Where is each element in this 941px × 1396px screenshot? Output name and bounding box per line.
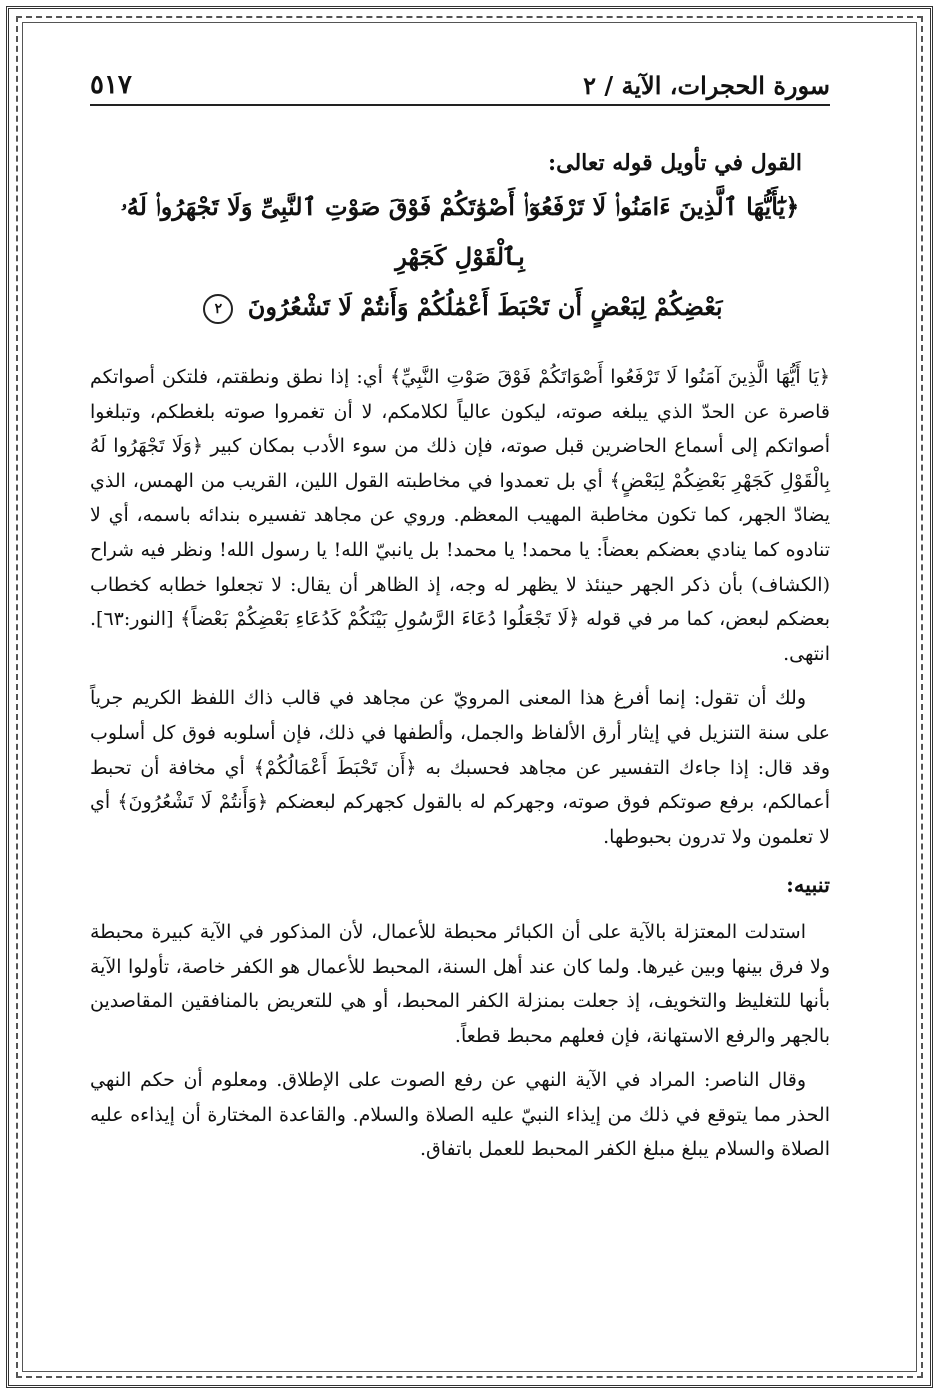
tanbih-paragraph: استدلت المعتزلة بالآية على أن الكبائر محبطة للأعمال، لأن المذكور في الآية كبيرة محبطة ولا فرق بينها وبين غيرها. ولما كان عند أهل السنة، المحبط للأعمال هو الكفر خاصة، تأولوا الآية بأنها للتغليظ والتخويف، إذ جعلت بمنزلة الكفر المحبط، أو هي للتعريض بالمنافقين المقاصدين بالجهر والرفع الاستهانة، فإن فعلهم محبط قطعاً. [90,920,830,1047]
verse-line-2 [100,282,820,332]
tanbih-paragraph: وقال الناصر: المراد في الآية النهي عن رفع الصوت على الإطلاق. ومعلوم أن حكم النهي الحذر مما يتوقع في ذلك من إيذاء النبيّ عليه الصلاة والسلام. والقاعدة المختارة أن إيذاءه عليه الصلاة والسلام يبلغ مبلغ الكفر المحبط للعمل باتفاق. [90,1069,830,1161]
commentary-paragraph: ولك أن تقول: إنما أفرغ هذا المعنى المرويّ عن مجاهد في قالب ذاك اللفظ الكريم جرياً على سنة التنزيل في إيثار أرق الألفاظ والجمل، وألطفها في ذلك، فإن أسلوبه فوق كل أسلوب وقد قال: إذا جاءك التفسير عن مجاهد فحسبك به ﴿أَن تَحْبَطَ أَعْمَالُكُمْ﴾ أي مخافة أن تحبط أعمالكم، برفع صوتكم فوق صوته، وجهركم له بالقول كجهركم لبعضكم ﴿وَأَنتُمْ لَا تَشْعُرُونَ﴾ أي لا تعلمون ولا تدرون بحبوطها. [90,687,830,848]
commentary [90,360,830,1167]
verse-line-1: ﴿يَٰٓأَيُّهَا ٱلَّذِينَ ءَامَنُوا۟ لَا تَرْفَعُوٓا۟ أَصْوَٰتَكُمْ فَوْقَ صَوْتِ ٱلنَّبِىِّ وَلَا تَجْهَرُوا۟ لَهُۥ بِٱلْقَوْلِ كَجَهْرِ [120,192,800,271]
commentary-paragraph: ﴿يَا أَيُّهَا الَّذِينَ آمَنُوا لَا تَرْفَعُوا أَصْوَاتَكُمْ فَوْقَ صَوْتِ النَّبِيِّ﴾ أي: إذا نطق ونطقتم، فلتكن أصواتكم قاصرة عن الحدّ الذي يبلغه صوته، ليكون عالياً لكلامكم، لا أن تغمروا صوته بلغطكم، وتبلغوا أصواتكم إلى أسماع الحاضرين قبل صوته، فإن ذلك من سوء الأدب بمكان كبير ﴿وَلَا تَجْهَرُوا لَهُ بِالْقَوْلِ كَجَهْرِ بَعْضِكُمْ لِبَعْضٍ﴾ أي بل تعمدوا في مخاطبته القول اللين، القريب من الهمس، الذي يضادّ الجهر، كما تكون مخاطبة المهيب المعظم. وروي عن مجاهد تفسيره بندائه باسمه، أي لا تنادوه كما ينادي بعضكم بعضاً: يا محمد! يا محمد! بل يانبيّ الله! يا رسول الله! ونظر فيه شراح (الكشاف) بأن ذكر الجهر حينئذ لا يظهر له وجه، إذ الظاهر أن يقال: لا تجعلوا خطابه كخطاب بعضكم لبعض، كما مر في قوله ﴿لَا تَجْعَلُوا دُعَاءَ الرَّسُولِ بَيْنَكُمْ كَدُعَاءِ بَعْضِكُمْ بَعْضاً﴾ [النور:٦٣]. انتهى. [90,366,830,665]
page-number: ٥١٧ [90,70,132,100]
page-header [90,60,830,100]
quran-verse [90,182,830,332]
tanbih-heading: تنبيه: [786,872,830,898]
section-title: القول في تأويل قوله تعالى: [548,150,802,176]
header-rule [90,104,830,106]
verse-number-marker: ٢ [203,294,233,324]
verse-line-2-text: بَعْضِكُمْ لِبَعْضٍ أَن تَحْبَطَ أَعْمَٰلُكُمْ وَأَنتُمْ لَا تَشْعُرُونَ [247,292,723,321]
page-content [90,60,830,1177]
running-head: سورة الحجرات، الآية / ٢ [583,71,830,100]
